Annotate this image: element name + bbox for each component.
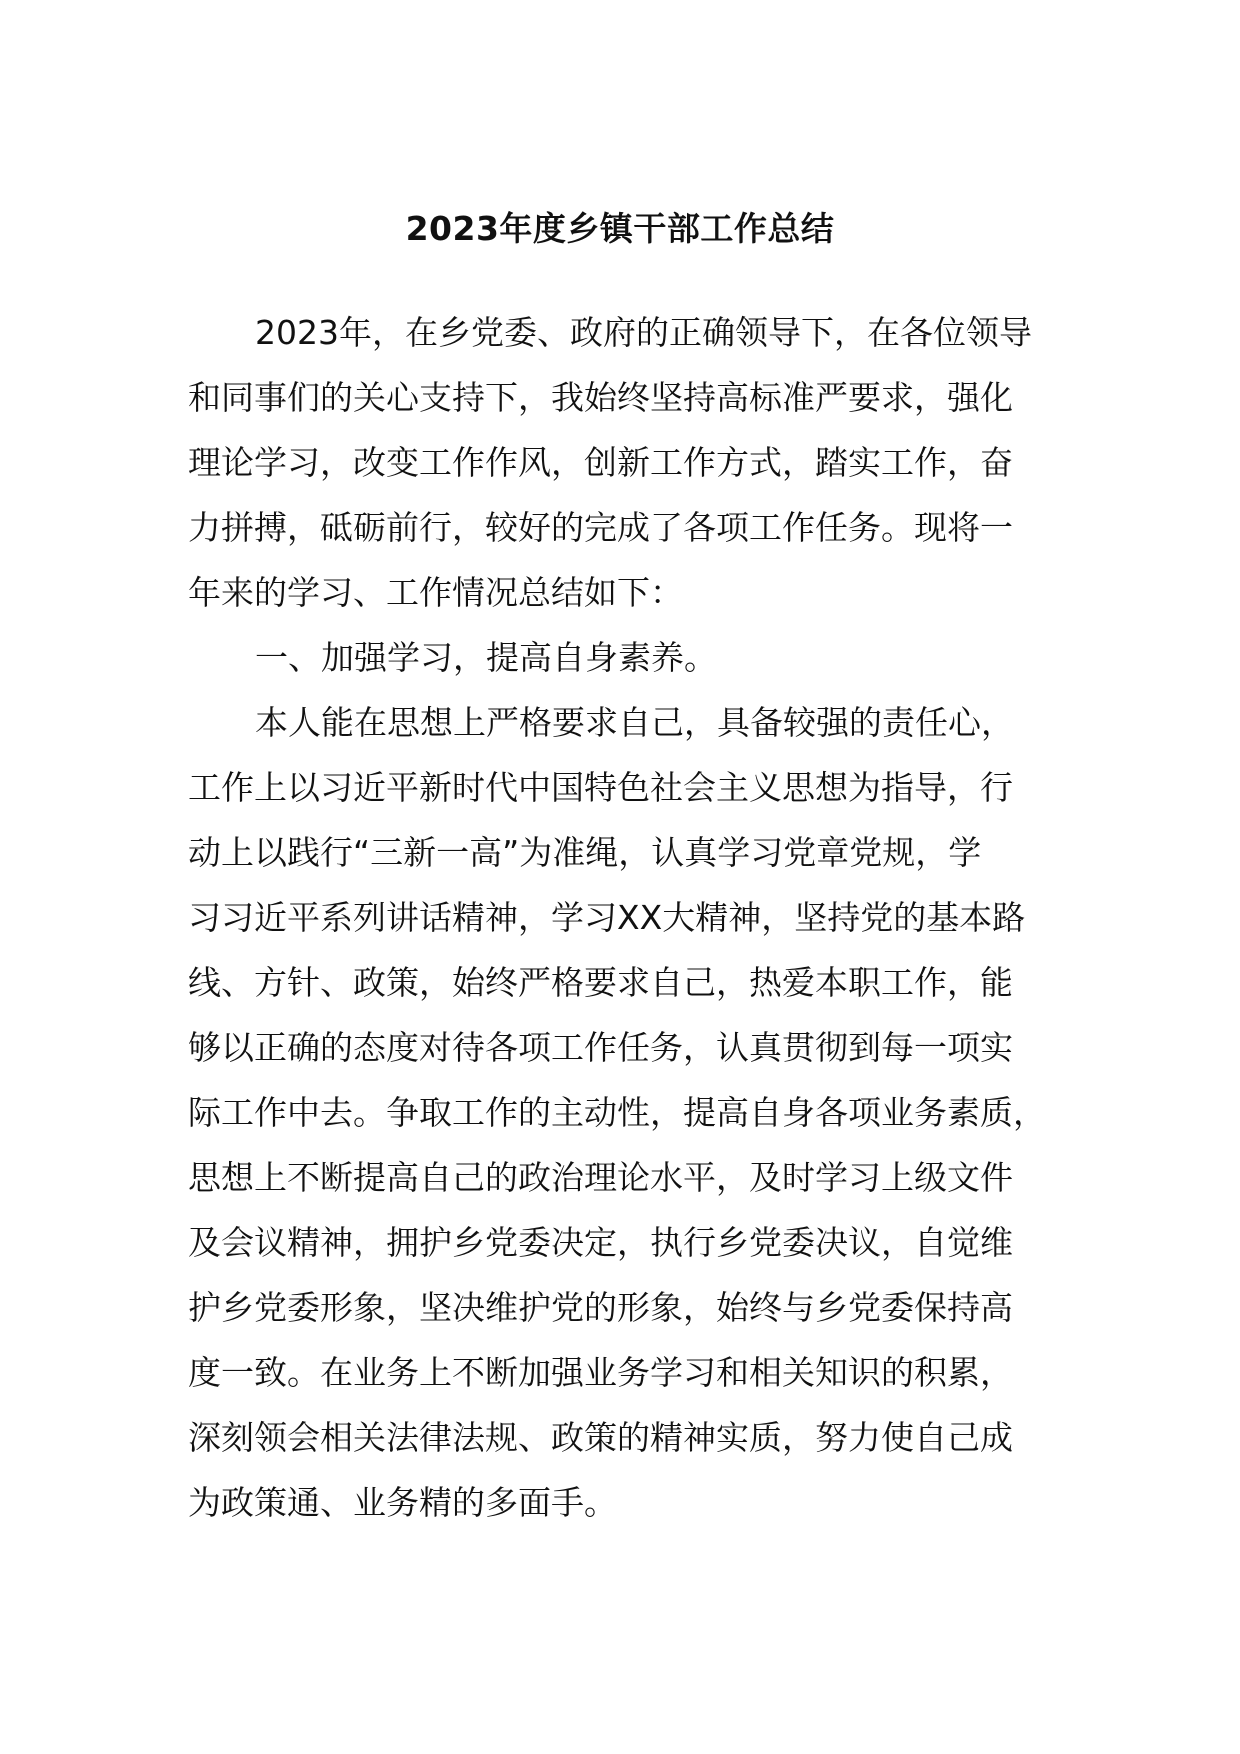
paragraph-2-line-12: 深刻领会相关法律法规、政策的精神实质，努力使自己成 (188, 1418, 1013, 1457)
paragraph-1-line-2: 和同事们的关心支持下，我始终坚持高标准严要求，强化 (188, 378, 1013, 417)
paragraph-2-line-7: 际工作中去。争取工作的主动性，提高自身各项业务素质， (188, 1093, 1046, 1132)
paragraph-1-line-4: 力拼搏，砥砺前行，较好的完成了各项工作任务。现将一 (188, 508, 1013, 547)
paragraph-1-line-1: 2023年，在乡党委、政府的正确领导下，在各位领导 (255, 313, 1032, 352)
paragraph-2-line-11: 度一致。在业务上不断加强业务学习和相关知识的积累， (188, 1353, 1013, 1392)
paragraph-1-line-5: 年来的学习、工作情况总结如下： (188, 573, 683, 612)
document-title: 2023年度乡镇干部工作总结 (405, 209, 835, 248)
paragraph-2-line-1: 本人能在思想上严格要求自己，具备较强的责任心， (255, 703, 1014, 742)
paragraph-2-line-2: 工作上以习近平新时代中国特色社会主义思想为指导，行 (188, 768, 1013, 807)
paragraph-2-line-6: 够以正确的态度对待各项工作任务，认真贯彻到每一项实 (188, 1028, 1013, 1067)
section-heading-1: 一、加强学习，提高自身素养。 (255, 638, 717, 677)
paragraph-1-line-3: 理论学习，改变工作作风，创新工作方式，踏实工作，奋 (188, 443, 1013, 482)
paragraph-2-line-5: 线、方针、政策，始终严格要求自己，热爱本职工作，能 (188, 963, 1013, 1002)
paragraph-2-line-3: 动上以践行“三新一高”为准绳，认真学习党章党规，学 (188, 833, 982, 872)
paragraph-2-line-9: 及会议精神，拥护乡党委决定，执行乡党委决议，自觉维 (188, 1223, 1013, 1262)
paragraph-2-line-13: 为政策通、业务精的多面手。 (188, 1483, 617, 1522)
paragraph-2-line-10: 护乡党委形象，坚决维护党的形象，始终与乡党委保持高 (188, 1288, 1013, 1327)
document-body (188, 300, 1056, 1535)
paragraph-2-line-8: 思想上不断提高自己的政治理论水平，及时学习上级文件 (188, 1158, 1013, 1197)
paragraph-2-line-4: 习习近平系列讲话精神，学习XX大精神，坚持党的基本路 (188, 898, 1026, 937)
